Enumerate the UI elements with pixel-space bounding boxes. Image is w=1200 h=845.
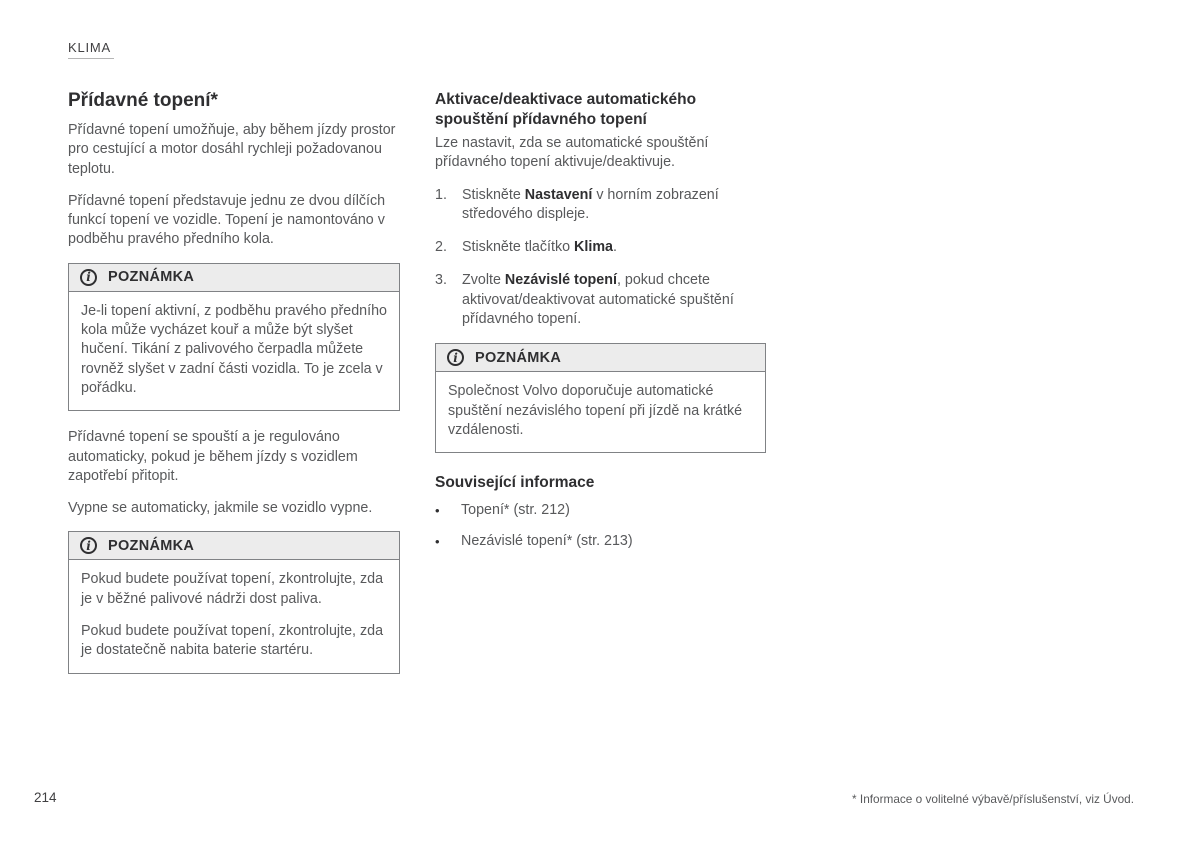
note-box xyxy=(68,263,400,411)
step-keyword: Nastavení xyxy=(524,186,593,203)
note-box xyxy=(435,343,766,453)
list-item xyxy=(435,271,766,329)
related-info-heading: Související informace xyxy=(435,474,595,492)
numbered-list xyxy=(435,186,766,330)
list-item-number: 2. xyxy=(435,239,447,256)
related-link-label: Topení* (str. 212) xyxy=(461,502,570,519)
note-paragraph: Pokud budete používat topení, zkontrolujte, zda je dostatečně nabita baterie startéru. xyxy=(81,623,384,659)
step-text: Stiskněte tlačítko xyxy=(462,239,575,256)
paragraph: Přídavné topení umožňuje, aby během jízdy prostor pro cestující a motor dosáhl rychleji požadovanou teplotu. xyxy=(68,122,396,177)
list-item xyxy=(435,532,766,551)
note-title: POZNÁMKA xyxy=(108,537,195,554)
footnote: * Informace o volitelné výbavě/příslušenství, viz Úvod. xyxy=(852,792,1134,806)
step-text: Stiskněte xyxy=(462,186,525,203)
note-box xyxy=(68,531,400,673)
list-item-number: 3. xyxy=(435,272,447,289)
step-keyword: Nezávislé topení xyxy=(504,272,617,289)
subsection-title: Aktivace/deaktivace automatického spouštění přídavného topení xyxy=(435,91,697,129)
info-icon: i xyxy=(80,537,97,554)
bullet-icon: • xyxy=(435,534,440,550)
list-item-text xyxy=(462,186,766,225)
related-list xyxy=(435,501,766,552)
list-item xyxy=(435,186,766,225)
related-link-label: Nezávislé topení* (str. 213) xyxy=(461,533,633,550)
note-paragraph: Společnost Volvo doporučuje automatické spuštění nezávislého topení při jízdě na krátké vzdálenosti. xyxy=(448,383,743,438)
step-text: . xyxy=(612,239,617,256)
note-body xyxy=(69,560,399,672)
bullet-icon: • xyxy=(435,503,440,519)
paragraph: Vypne se automaticky, jakmile se vozidlo vypne. xyxy=(68,500,373,517)
note-title: POZNÁMKA xyxy=(108,269,195,286)
note-header xyxy=(69,532,399,560)
note-body xyxy=(436,372,765,452)
paragraph: Přídavné topení se spouští a je regulováno automaticky, pokud je během jízdy s vozidlem zapotřebí přitopit. xyxy=(68,429,358,484)
list-item-text xyxy=(462,271,766,329)
article-title: Přídavné topení* xyxy=(68,90,218,111)
paragraph: Přídavné topení představuje jednu ze dvou dílčích funkcí topení ve vozidle. Topení je namontováno v podběhu pravého předního kola. xyxy=(68,192,386,248)
note-paragraph: Pokud budete používat topení, zkontrolujte, zda je v běžné palivové nádrži dost paliva. xyxy=(81,571,384,607)
note-header xyxy=(69,264,399,292)
page-number: 214 xyxy=(34,790,57,805)
note-body xyxy=(69,292,399,410)
paragraph: Lze nastavit, zda se automatické spouštění přídavného topení aktivuje/deaktivuje. xyxy=(435,134,709,171)
list-item-text xyxy=(462,238,766,257)
left-column xyxy=(68,90,400,691)
note-paragraph: Je-li topení aktivní, z podběhu pravého předního kola může vycházet kouř a může být slyšet hučení. Tikání z palivového čerpadla můžete rovněž slyšet v zadní části vozidla. To je zcela v pořádku. xyxy=(81,302,388,396)
note-header xyxy=(436,344,765,372)
list-item xyxy=(435,238,766,257)
info-icon: i xyxy=(447,349,464,366)
list-item xyxy=(435,501,766,520)
right-column xyxy=(435,90,766,564)
list-item-number: 1. xyxy=(435,186,447,203)
section-header: KLIMA xyxy=(68,40,114,59)
info-icon: i xyxy=(80,269,97,286)
step-text: Zvolte xyxy=(462,272,505,289)
note-title: POZNÁMKA xyxy=(475,349,562,366)
step-keyword: Klima xyxy=(574,239,613,256)
step-text: v horním zobrazení středového displeje. xyxy=(462,186,719,222)
step-text: , pokud chcete aktivovat/deaktivovat automatické spuštění přídavného topení. xyxy=(462,272,734,327)
